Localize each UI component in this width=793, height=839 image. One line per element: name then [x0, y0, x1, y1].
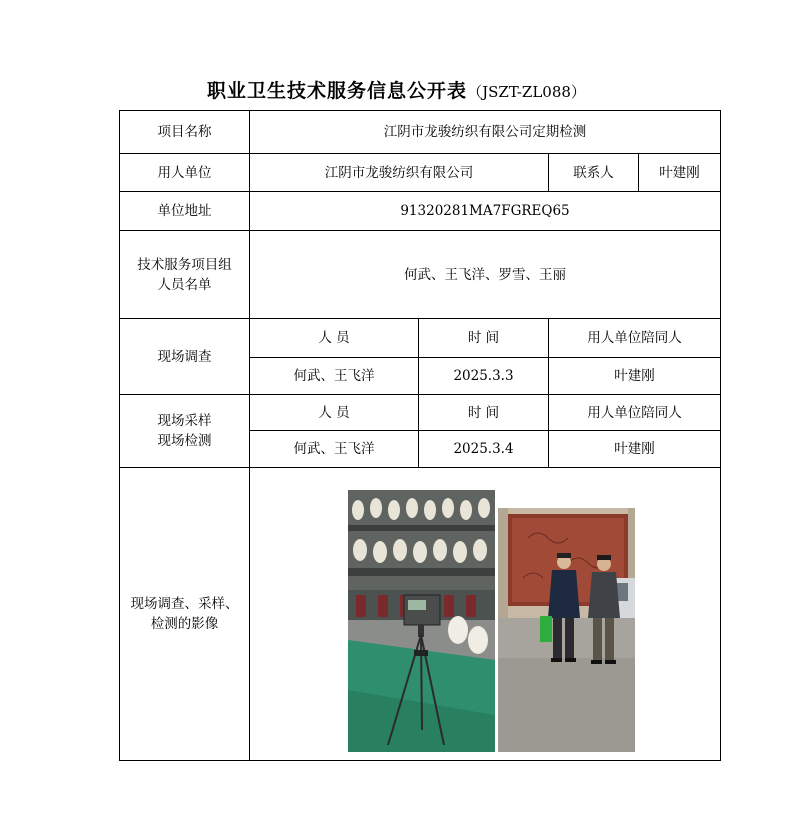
sampling-personnel: 何武、王飞洋: [250, 431, 419, 468]
contact-label: 联系人: [549, 154, 639, 192]
images-label-line1: 现场调查、采样、: [130, 596, 239, 612]
photo-workshop-detection: [348, 490, 495, 752]
images-label-line2: 检测的影像: [150, 616, 219, 632]
survey-time: 2025.3.3: [419, 358, 549, 395]
row-sampling-header: [120, 395, 721, 431]
row-employer: [120, 154, 721, 192]
title-main: 职业卫生技术服务信息公开表: [207, 80, 468, 102]
row-team: [120, 231, 721, 319]
sampling-col-escort: 用人单位陪同人: [549, 395, 721, 431]
sampling-label-line2: 现场检测: [157, 433, 212, 449]
photo-area: [250, 468, 720, 760]
employer-value: 江阴市龙骏纺织有限公司: [250, 154, 549, 192]
contact-value: 叶建刚: [639, 154, 721, 192]
row-images: [120, 468, 721, 761]
images-label: [120, 468, 250, 761]
sampling-escort: 叶建刚: [549, 431, 721, 468]
sampling-col-time: 时 间: [419, 395, 549, 431]
survey-escort: 叶建刚: [549, 358, 721, 395]
row-address: [120, 192, 721, 231]
address-label: 单位地址: [120, 192, 250, 231]
row-project: [120, 111, 721, 154]
photo-onsite-staff: [498, 508, 635, 752]
page-title: [0, 76, 793, 103]
team-label: [120, 231, 250, 319]
project-value: 江阴市龙骏纺织有限公司定期检测: [250, 111, 721, 154]
sampling-label-line1: 现场采样: [157, 413, 212, 429]
images-cell: [250, 468, 721, 761]
survey-label: 现场调查: [120, 319, 250, 395]
row-survey-header: [120, 319, 721, 358]
team-label-line1: 技术服务项目组: [137, 256, 232, 273]
survey-col-personnel: 人 员: [250, 319, 419, 358]
sampling-time: 2025.3.4: [419, 431, 549, 468]
sampling-label: [120, 395, 250, 468]
team-value: 何武、王飞洋、罗雪、王丽: [250, 231, 721, 319]
sampling-col-personnel: 人 员: [250, 395, 419, 431]
survey-personnel: 何武、王飞洋: [250, 358, 419, 395]
team-label-line2: 人员名单: [157, 276, 212, 293]
survey-col-time: 时 间: [419, 319, 549, 358]
title-code: （JSZT-ZL088）: [467, 83, 586, 101]
project-label: 项目名称: [120, 111, 250, 154]
info-table: [119, 110, 721, 761]
employer-label: 用人单位: [120, 154, 250, 192]
address-value: 91320281MA7FGREQ65: [250, 192, 721, 231]
survey-col-escort: 用人单位陪同人: [549, 319, 721, 358]
